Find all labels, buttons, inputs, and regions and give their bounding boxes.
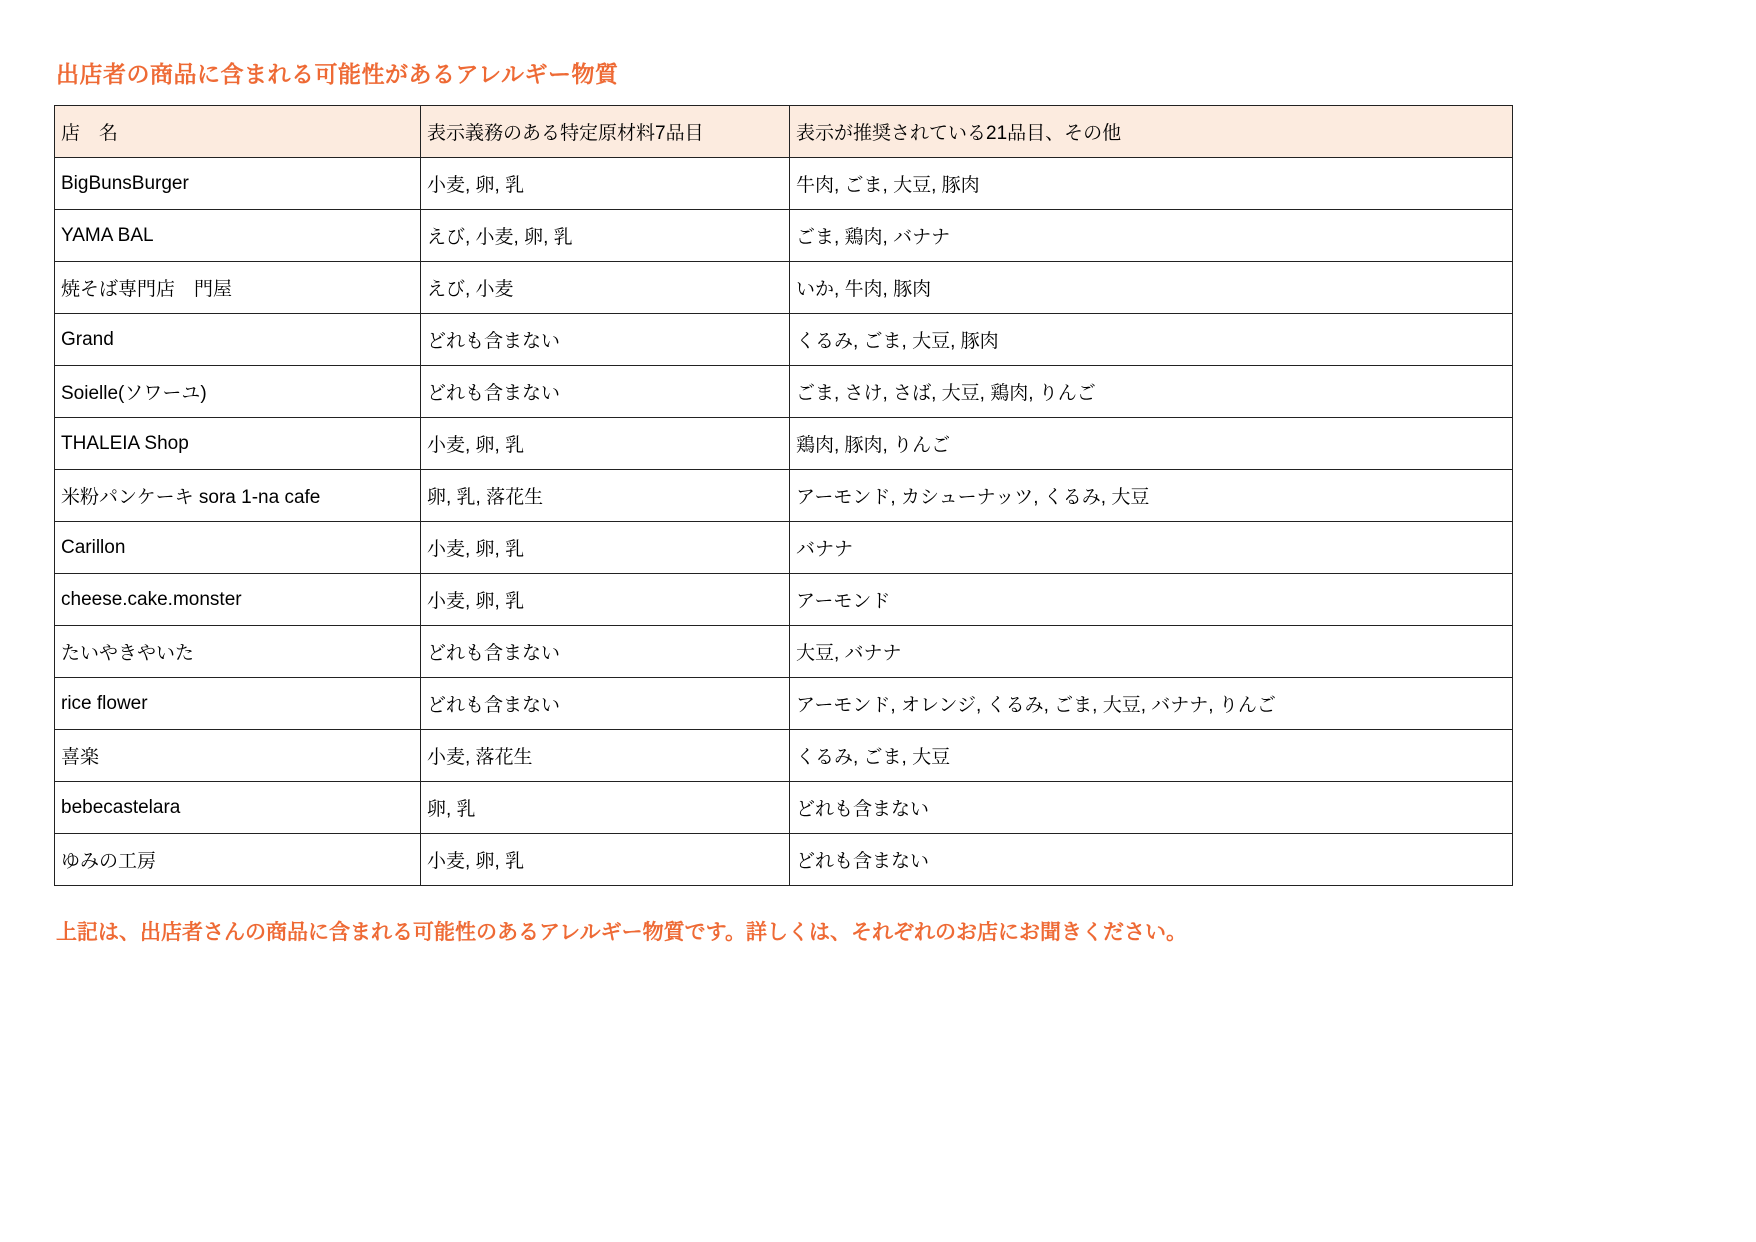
store-name-cell: 焼そば専門店 門屋 bbox=[55, 262, 421, 314]
table-row bbox=[55, 574, 1513, 626]
table-row bbox=[55, 314, 1513, 366]
table-row bbox=[55, 210, 1513, 262]
required-allergens-cell: 卵, 乳 bbox=[421, 782, 790, 834]
recommended-allergens-cell: どれも含まない bbox=[790, 834, 1513, 886]
recommended-allergens-cell: 牛肉, ごま, 大豆, 豚肉 bbox=[790, 158, 1513, 210]
table-row bbox=[55, 730, 1513, 782]
required-allergens-cell: 小麦, 卵, 乳 bbox=[421, 158, 790, 210]
recommended-allergens-cell: バナナ bbox=[790, 522, 1513, 574]
store-name-cell: Soielle(ソワーユ) bbox=[55, 366, 421, 418]
table-row bbox=[55, 782, 1513, 834]
footer-note: 上記は、出店者さんの商品に含まれる可能性のあるアレルギー物質です。詳しくは、それぞれのお店にお聞きください。 bbox=[56, 921, 1187, 944]
table-row bbox=[55, 418, 1513, 470]
column-header-required-7-allergens: 表示義務のある特定原材料7品目 bbox=[421, 106, 790, 158]
recommended-allergens-cell: いか, 牛肉, 豚肉 bbox=[790, 262, 1513, 314]
required-allergens-cell: 小麦, 卵, 乳 bbox=[421, 418, 790, 470]
table-row bbox=[55, 834, 1513, 886]
recommended-allergens-cell: 大豆, バナナ bbox=[790, 626, 1513, 678]
allergen-table bbox=[54, 105, 1513, 886]
required-allergens-cell: どれも含まない bbox=[421, 678, 790, 730]
table-row bbox=[55, 470, 1513, 522]
recommended-allergens-cell: アーモンド, カシューナッツ, くるみ, 大豆 bbox=[790, 470, 1513, 522]
store-name-cell: bebecastelara bbox=[55, 782, 421, 834]
recommended-allergens-cell: ごま, 鶏肉, バナナ bbox=[790, 210, 1513, 262]
store-name-cell: たいやきやいた bbox=[55, 626, 421, 678]
required-allergens-cell: 小麦, 落花生 bbox=[421, 730, 790, 782]
recommended-allergens-cell: アーモンド bbox=[790, 574, 1513, 626]
required-allergens-cell: 小麦, 卵, 乳 bbox=[421, 574, 790, 626]
store-name-cell: cheese.cake.monster bbox=[55, 574, 421, 626]
table-row bbox=[55, 522, 1513, 574]
required-allergens-cell: 小麦, 卵, 乳 bbox=[421, 834, 790, 886]
allergen-table-body bbox=[55, 158, 1513, 886]
column-header-store-name: 店 名 bbox=[55, 106, 421, 158]
table-row bbox=[55, 262, 1513, 314]
store-name-cell: YAMA BAL bbox=[55, 210, 421, 262]
table-row bbox=[55, 366, 1513, 418]
recommended-allergens-cell: くるみ, ごま, 大豆 bbox=[790, 730, 1513, 782]
table-row bbox=[55, 158, 1513, 210]
required-allergens-cell: 卵, 乳, 落花生 bbox=[421, 470, 790, 522]
required-allergens-cell: どれも含まない bbox=[421, 366, 790, 418]
store-name-cell: Carillon bbox=[55, 522, 421, 574]
recommended-allergens-cell: くるみ, ごま, 大豆, 豚肉 bbox=[790, 314, 1513, 366]
required-allergens-cell: えび, 小麦 bbox=[421, 262, 790, 314]
store-name-cell: Grand bbox=[55, 314, 421, 366]
store-name-cell: 喜楽 bbox=[55, 730, 421, 782]
store-name-cell: BigBunsBurger bbox=[55, 158, 421, 210]
table-header-row bbox=[55, 106, 1513, 158]
recommended-allergens-cell: ごま, さけ, さば, 大豆, 鶏肉, りんご bbox=[790, 366, 1513, 418]
table-row bbox=[55, 626, 1513, 678]
page-title: 出店者の商品に含まれる可能性があるアレルギー物質 bbox=[56, 61, 619, 87]
store-name-cell: THALEIA Shop bbox=[55, 418, 421, 470]
recommended-allergens-cell: アーモンド, オレンジ, くるみ, ごま, 大豆, バナナ, りんご bbox=[790, 678, 1513, 730]
store-name-cell: rice flower bbox=[55, 678, 421, 730]
required-allergens-cell: 小麦, 卵, 乳 bbox=[421, 522, 790, 574]
recommended-allergens-cell: 鶏肉, 豚肉, りんご bbox=[790, 418, 1513, 470]
table-row bbox=[55, 678, 1513, 730]
required-allergens-cell: どれも含まない bbox=[421, 314, 790, 366]
column-header-recommended-21-allergens: 表示が推奨されている21品目、その他 bbox=[790, 106, 1513, 158]
required-allergens-cell: えび, 小麦, 卵, 乳 bbox=[421, 210, 790, 262]
recommended-allergens-cell: どれも含まない bbox=[790, 782, 1513, 834]
store-name-cell: ゆみの工房 bbox=[55, 834, 421, 886]
store-name-cell: 米粉パンケーキ sora 1-na cafe bbox=[55, 470, 421, 522]
required-allergens-cell: どれも含まない bbox=[421, 626, 790, 678]
